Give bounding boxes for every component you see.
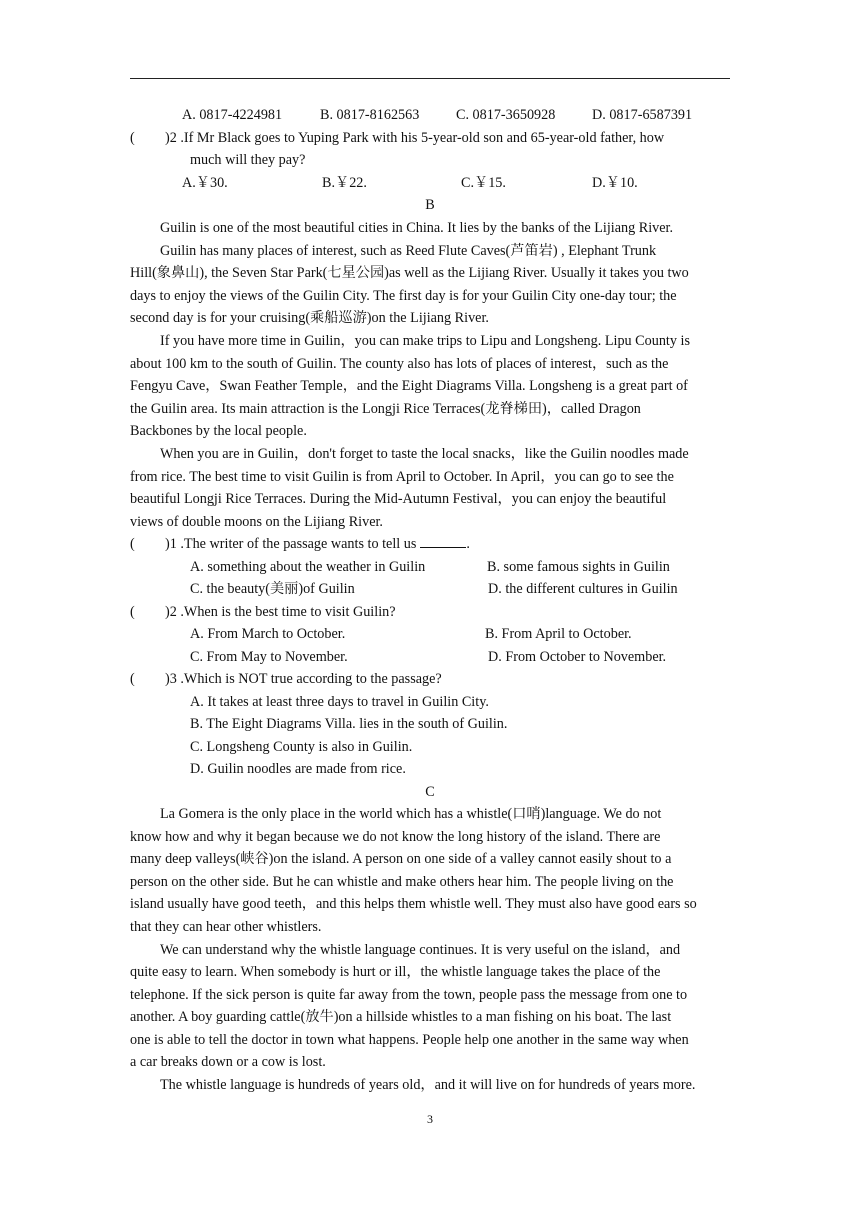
option-d: D.￥10.: [592, 175, 638, 191]
option-c: C. Longsheng County is also in Guilin.: [190, 739, 413, 755]
paragraph-line: know how and why it began because we do not know the long history of the island. There are: [130, 829, 661, 845]
option-b: B.￥22.: [322, 175, 367, 191]
paragraph-line: When you are in Guilin，don't forget to taste the local snacks，like the Guilin noodles made: [160, 446, 689, 462]
paragraph-line: Hill(象鼻山), the Seven Star Park(七星公园)as well as the Lijiang River. Usually it takes you two: [130, 265, 689, 281]
question-2-text: 2 .When is the best time to visit Guilin?: [169, 604, 396, 620]
paragraph-line: person on the other side. But he can whistle and make others hear him. The people living on the: [130, 874, 674, 890]
option-b: B. From April to October.: [485, 626, 632, 642]
paragraph-line: La Gomera is the only place in the world which has a whistle(口哨)language. We do not: [160, 806, 662, 822]
question-1-text: 1 .The writer of the passage wants to tell us: [169, 536, 417, 552]
question-text: )2 .When is the best time to visit Guilin?: [165, 604, 396, 620]
paragraph-line: that they can hear other whistlers.: [130, 919, 322, 935]
option-c: C. 0817-3650928: [456, 107, 556, 123]
question-text: )3 .Which is NOT true according to the passage?: [165, 671, 442, 687]
paragraph-line: quite easy to learn. When somebody is hurt or ill，the whistle language takes the place of the: [130, 964, 661, 980]
option-a: A.￥30.: [182, 175, 228, 191]
paragraph-line: many deep valleys(峡谷)on the island. A person on one side of a valley cannot easily shout to a: [130, 851, 672, 867]
option-b: B. The Eight Diagrams Villa. lies in the south of Guilin.: [190, 716, 508, 732]
paragraph-line: telephone. If the sick person is quite far away from the town, people pass the message from one to: [130, 987, 688, 1003]
paragraph-line: island usually have good teeth，and this helps them whistle well. They must also have good ears so: [130, 896, 697, 912]
paragraph-line: Guilin has many places of interest, such as Reed Flute Caves(芦笛岩) , Elephant Trunk: [160, 243, 657, 259]
question-text-continued: much will they pay?: [190, 152, 306, 168]
option-d: D. From October to November.: [488, 649, 667, 665]
option-a: A. From March to October.: [190, 626, 346, 642]
section-heading: C: [425, 784, 435, 800]
paragraph-line: The whistle language is hundreds of years old，and it will live on for hundreds of years more.: [160, 1077, 696, 1093]
paragraph-line: days to enjoy the views of the Guilin City. The first day is for your Guilin City one-day tour; the: [130, 288, 677, 304]
option-a: A. something about the weather in Guilin: [190, 559, 426, 575]
paragraph-line: one is able to tell the doctor in town what happens. People help one another in the same way when: [130, 1032, 689, 1048]
header-rule: [130, 78, 730, 79]
paragraph-line: We can understand why the whistle language continues. It is very useful on the island，and: [160, 942, 681, 958]
paragraph-line: another. A boy guarding cattle(放牛)on a hillside whistles to a man fishing on his boat. The last: [130, 1009, 672, 1025]
paragraph-line: about 100 km to the south of Guilin. The county also has lots of places of interest，such as the: [130, 356, 669, 372]
question-bracket: (: [130, 536, 135, 552]
option-d: D. 0817-6587391: [592, 107, 693, 123]
question-3-text: 3 .Which is NOT true according to the passage?: [169, 671, 442, 687]
paragraph-line: Guilin is one of the most beautiful cities in China. It lies by the banks of the Lijiang River.: [160, 220, 674, 236]
question-bracket: (: [130, 130, 135, 146]
option-d: D. Guilin noodles are made from rice.: [190, 761, 406, 777]
question-bracket: (: [130, 604, 135, 620]
option-c: C. the beauty(美丽)of Guilin: [190, 581, 355, 597]
question-text: )2 .If Mr Black goes to Yuping Park with his 5-year-old son and 65-year-old father, how: [165, 130, 665, 146]
paragraph-line: the Guilin area. Its main attraction is the Longji Rice Terraces(龙脊梯田)，called Dragon: [130, 401, 641, 417]
paragraph-line: Backbones by the local people.: [130, 423, 307, 439]
option-a: A. 0817-4224981: [182, 107, 283, 123]
paragraph-line: views of double moons on the Lijiang River.: [130, 514, 383, 530]
option-a: A. It takes at least three days to travel in Guilin City.: [190, 694, 489, 710]
paragraph-line: Fengyu Cave，Swan Feather Temple，and the Eight Diagrams Villa. Longsheng is a great part of: [130, 378, 688, 394]
option-b: B. 0817-8162563: [320, 107, 420, 123]
paragraph-line: a car breaks down or a cow is lost.: [130, 1054, 326, 1070]
paragraph-line: beautiful Longji Rice Terraces. During the Mid-Autumn Festival，you can enjoy the beautiful: [130, 491, 667, 507]
question-bracket: (: [130, 671, 135, 687]
answer-blank: [420, 533, 466, 548]
page-number: 3: [427, 1112, 433, 1126]
question-text: )1 .The writer of the passage wants to tell us .: [165, 533, 470, 556]
option-b: B. some famous sights in Guilin: [487, 559, 670, 575]
paragraph-line: from rice. The best time to visit Guilin is from April to October. In April，you can go to see the: [130, 469, 674, 485]
paragraph-line: If you have more time in Guilin，you can make trips to Lipu and Longsheng. Lipu County is: [160, 333, 690, 349]
option-c: C. From May to November.: [190, 649, 348, 665]
option-d: D. the different cultures in Guilin: [488, 581, 678, 597]
question-end: .: [466, 536, 470, 552]
paragraph-line: second day is for your cruising(乘船巡游)on the Lijiang River.: [130, 310, 489, 326]
option-c: C.￥15.: [461, 175, 506, 191]
section-heading: B: [425, 197, 435, 213]
